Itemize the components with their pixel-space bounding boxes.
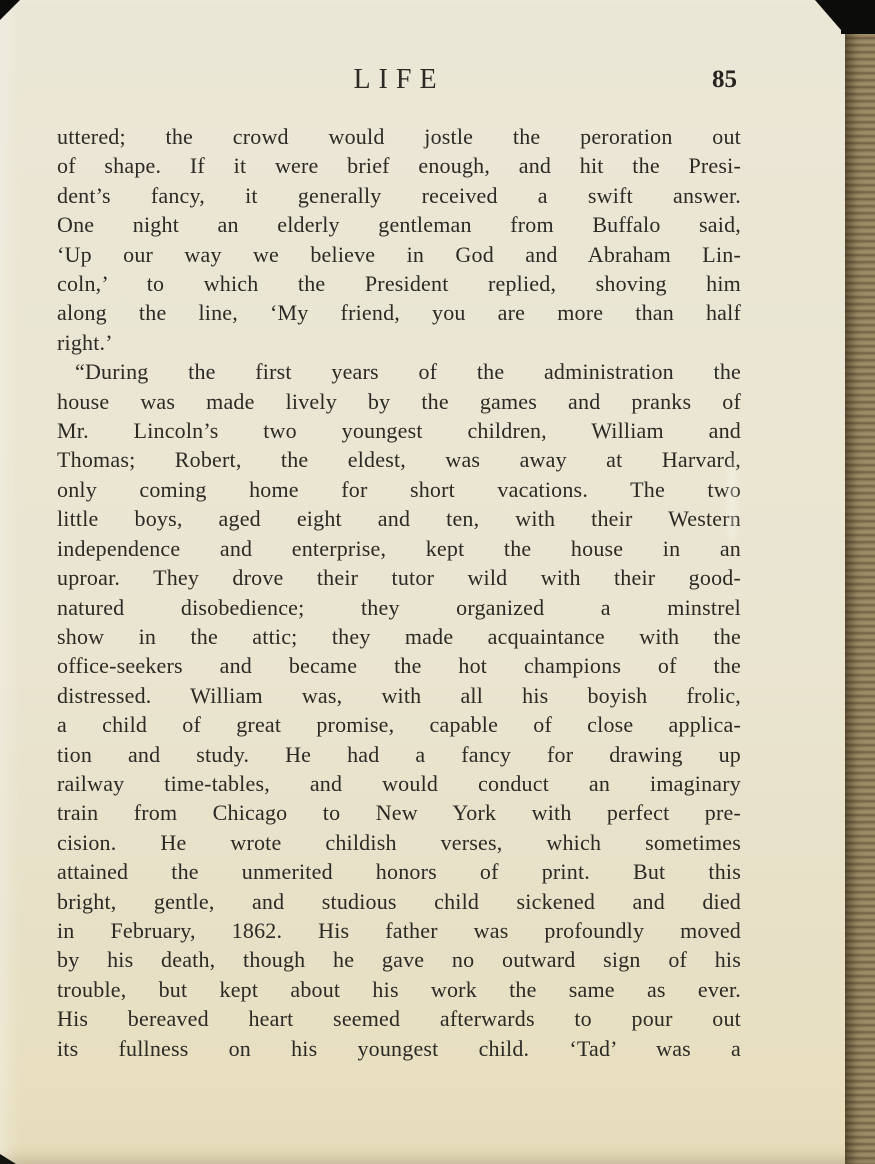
text-line: bright, gentle, and studious child sickened and died	[57, 888, 741, 914]
text-line: uttered; the crowd would jostle the peroration out	[57, 124, 741, 149]
scan-corner-bottom-left	[0, 1154, 16, 1164]
page-title: LIFE	[353, 64, 445, 95]
text-line: dent’s fancy, it generally received a swift answer.	[57, 182, 741, 208]
text-line: in February, 1862. His father was profoundly moved	[57, 917, 741, 943]
text-line: along the line, ‘My friend, you are more than half	[57, 300, 741, 326]
text-line: train from Chicago to New York with perfect pre-	[57, 800, 741, 826]
text-line: only coming home for short vacations. The two	[57, 476, 741, 502]
text-line: tion and study. He had a fancy for drawing up	[57, 741, 741, 767]
text-line: right.’	[57, 329, 113, 355]
text-line: office-seekers and became the hot champions of the	[57, 653, 741, 679]
text-line: independence and enterprise, kept the house in an	[57, 535, 741, 561]
text-line: distressed. William was, with all his boyish frolic,	[57, 682, 741, 708]
text-line: uproar. They drove their tutor wild with their good-	[57, 565, 741, 591]
text-line: little boys, aged eight and ten, with their Western	[57, 506, 741, 532]
text-line: “During the first years of the administration the	[75, 359, 741, 385]
text-line: show in the attic; they made acquaintance with the	[57, 623, 741, 649]
text-line: house was made lively by the games and pranks of	[57, 388, 741, 414]
page-content	[57, 0, 741, 1063]
text-line: by his death, though he gave no outward sign of his	[57, 947, 741, 973]
text-line: coln,’ to which the President replied, shoving him	[57, 271, 741, 297]
book-page-edges	[845, 0, 875, 1164]
text-line: ‘Up our way we believe in God and Abraham Lin-	[57, 241, 741, 267]
text-line: attained the unmerited honors of print. But this	[57, 859, 741, 885]
text-line: of shape. If it were brief enough, and hit the Presi-	[57, 153, 741, 179]
page-number: 85	[712, 66, 737, 93]
scan-corner-top-left	[0, 0, 20, 20]
scan-corner-top-right	[841, 0, 875, 34]
scan-blemish	[727, 455, 737, 545]
text-line: its fullness on his youngest child. ‘Tad’ was a	[57, 1035, 741, 1061]
text-line: natured disobedience; they organized a minstrel	[57, 594, 741, 620]
text-line: His bereaved heart seemed afterwards to pour out	[57, 1006, 741, 1032]
text-block	[57, 122, 741, 1063]
text-line: Thomas; Robert, the eldest, was away at Harvard,	[57, 447, 741, 473]
text-line: a child of great promise, capable of close applica-	[57, 712, 741, 738]
text-line: railway time-tables, and would conduct an imaginary	[57, 770, 741, 796]
page-header	[57, 62, 741, 98]
text-line: One night an elderly gentleman from Buffalo said,	[57, 212, 741, 238]
text-line: Mr. Lincoln’s two youngest children, William and	[57, 418, 741, 444]
text-line: cision. He wrote childish verses, which sometimes	[57, 829, 741, 855]
text-line: trouble, but kept about his work the same as ever.	[57, 976, 741, 1002]
